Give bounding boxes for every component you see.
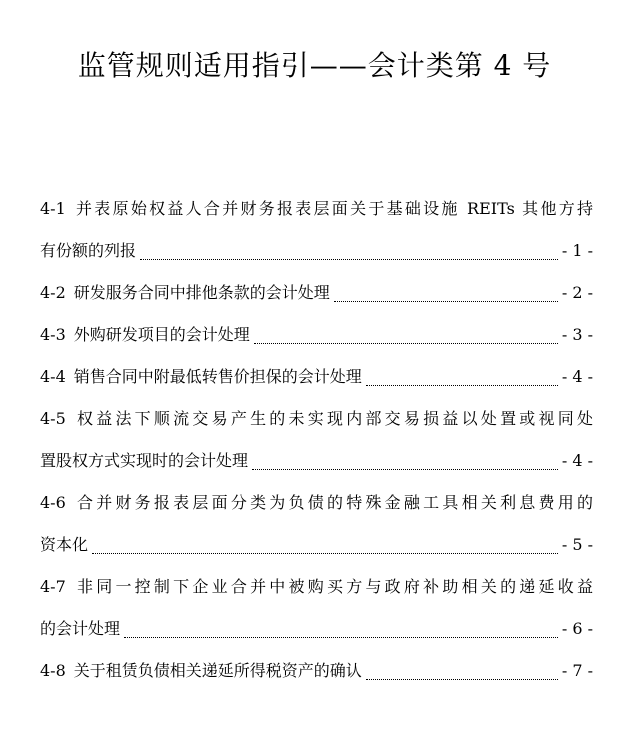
toc-entry-last-line xyxy=(40,650,593,692)
toc-entry-4-6[interactable] xyxy=(40,482,593,566)
dot-leader xyxy=(366,678,558,680)
toc-entry-first-line xyxy=(40,566,593,608)
toc-entry-4-5[interactable] xyxy=(40,398,593,482)
toc-entry-last-line xyxy=(40,608,593,650)
toc-entry-title-cont: 有份额的列报 xyxy=(40,241,137,260)
document-title: 监管规则适用指引——会计类第 4 号 xyxy=(77,49,552,82)
toc-entry-title: 外购研发项目的会计处理 xyxy=(73,325,250,344)
toc-entry-4-8[interactable] xyxy=(40,650,593,692)
toc-page-number: - 1 - xyxy=(561,241,593,260)
toc-page-number: - 4 - xyxy=(561,451,593,470)
toc-entry-last-line xyxy=(40,524,593,566)
toc-entry-title: 关于租赁负债相关递延所得税资产的确认 xyxy=(73,661,362,680)
toc-entry-number: 4-3 xyxy=(40,325,66,344)
toc-entry-number: 4-5 xyxy=(40,409,66,428)
toc-entry-number: 4-6 xyxy=(40,493,66,512)
toc-page-number: - 3 - xyxy=(561,325,593,344)
toc-entry-first-line xyxy=(40,482,593,524)
toc-entry-title: 研发服务合同中排他条款的会计处理 xyxy=(73,283,330,302)
toc-entry-last-line xyxy=(40,314,593,356)
toc-entry-last-line xyxy=(40,272,593,314)
toc-entry-title: 销售合同中附最低转售价担保的会计处理 xyxy=(73,367,362,386)
toc-page-number: - 5 - xyxy=(561,535,593,554)
dot-leader xyxy=(254,342,558,344)
toc-entry-last-line xyxy=(40,230,593,272)
table-of-contents xyxy=(40,188,593,692)
toc-entry-title-cont: 的会计处理 xyxy=(40,619,121,638)
toc-entry-last-line xyxy=(40,440,593,482)
toc-entry-4-3[interactable] xyxy=(40,314,593,356)
dot-leader xyxy=(124,636,558,638)
toc-entry-4-1[interactable] xyxy=(40,188,593,272)
toc-entry-number: 4-7 xyxy=(40,577,66,596)
toc-entry-title: 合并财务报表层面分类为负债的特殊金融工具相关利息费用的 xyxy=(73,493,593,512)
dot-leader xyxy=(366,384,558,386)
toc-entry-number: 4-4 xyxy=(40,367,66,386)
toc-entry-title: 并表原始权益人合并财务报表层面关于基础设施 REITs 其他方持 xyxy=(73,199,593,218)
toc-entry-4-4[interactable] xyxy=(40,356,593,398)
toc-page-number: - 6 - xyxy=(561,619,593,638)
toc-entry-title: 权益法下顺流交易产生的未实现内部交易损益以处置或视同处 xyxy=(73,409,593,428)
toc-page-number: - 2 - xyxy=(561,283,593,302)
toc-entry-4-2[interactable] xyxy=(40,272,593,314)
dot-leader xyxy=(140,258,558,260)
dot-leader xyxy=(252,468,558,470)
toc-entry-first-line xyxy=(40,188,593,230)
toc-entry-title-cont: 资本化 xyxy=(40,535,89,554)
toc-entry-number: 4-2 xyxy=(40,283,66,302)
toc-entry-first-line xyxy=(40,398,593,440)
dot-leader xyxy=(92,552,558,554)
toc-entry-last-line xyxy=(40,356,593,398)
dot-leader xyxy=(334,300,558,302)
toc-entry-4-7[interactable] xyxy=(40,566,593,650)
toc-page-number: - 4 - xyxy=(561,367,593,386)
toc-entry-title-cont: 置股权方式实现时的会计处理 xyxy=(40,451,249,470)
toc-entry-number: 4-1 xyxy=(40,199,66,218)
toc-page-number: - 7 - xyxy=(561,661,593,680)
toc-entry-title: 非同一控制下企业合并中被购买方与政府补助相关的递延收益 xyxy=(73,577,593,596)
toc-entry-number: 4-8 xyxy=(40,661,66,680)
